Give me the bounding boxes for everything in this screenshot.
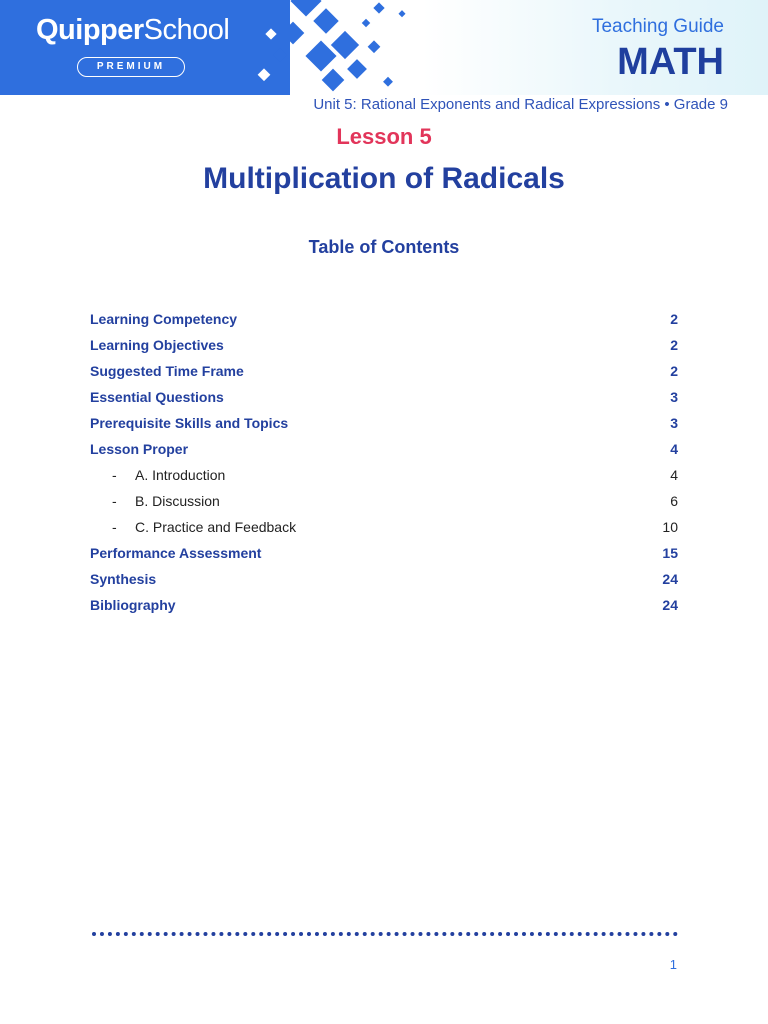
toc-entry-page: 2 <box>670 363 678 379</box>
toc-entry[interactable] <box>90 384 678 410</box>
toc-entry-page: 24 <box>662 571 678 587</box>
subject-title: MATH <box>617 41 724 83</box>
quipper-school-logo <box>36 14 229 47</box>
toc-entry-title: B. Discussion <box>135 493 220 509</box>
toc-entry[interactable] <box>90 436 678 462</box>
toc-bullet: - <box>112 493 117 509</box>
header-title-block <box>592 16 724 84</box>
toc-entry-page: 2 <box>670 311 678 327</box>
toc-bullet: - <box>112 519 117 535</box>
decorative-diamond-pattern <box>255 0 425 95</box>
toc-entry-title: Lesson Proper <box>90 441 189 457</box>
toc-heading: Table of Contents <box>308 237 460 257</box>
table-of-contents <box>90 306 678 618</box>
toc-entry-page: 24 <box>662 597 678 613</box>
toc-entry-title: Synthesis <box>90 571 157 587</box>
toc-entry-title: Bibliography <box>90 597 176 613</box>
page-header <box>0 0 768 95</box>
toc-entry-page: 6 <box>670 493 678 509</box>
teaching-guide-label: Teaching Guide <box>591 16 724 37</box>
toc-entry[interactable] <box>90 540 678 566</box>
toc-entry-title: Prerequisite Skills and Topics <box>90 415 289 431</box>
toc-subentry[interactable] <box>90 488 678 514</box>
brand-panel <box>0 0 290 95</box>
toc-bullet: - <box>112 467 117 483</box>
toc-entry[interactable] <box>90 410 678 436</box>
toc-entry-page: 4 <box>670 467 678 483</box>
toc-entry[interactable] <box>90 592 678 618</box>
toc-entry-page: 3 <box>670 389 678 405</box>
toc-subentry[interactable] <box>90 462 678 488</box>
logo-text-school: School <box>143 14 230 46</box>
unit-subtitle: Unit 5: Rational Exponents and Radical Expressions • Grade 9 <box>313 96 728 113</box>
footer-dotted-divider <box>92 932 678 936</box>
toc-entry-title: A. Introduction <box>135 467 226 483</box>
toc-subentry[interactable] <box>90 514 678 540</box>
page-number: 1 <box>669 957 677 972</box>
toc-entry-title: Essential Questions <box>90 389 224 405</box>
toc-entry[interactable] <box>90 358 678 384</box>
toc-entry-page: 2 <box>670 337 678 353</box>
toc-entry-title: Suggested Time Frame <box>90 363 244 379</box>
toc-entry-title: C. Practice and Feedback <box>135 519 297 535</box>
toc-entry-page: 15 <box>662 545 678 561</box>
toc-entry-title: Learning Competency <box>90 311 238 327</box>
lesson-title: Multiplication of Radicals <box>203 162 565 195</box>
toc-entry-page: 4 <box>670 441 678 457</box>
toc-entry[interactable] <box>90 306 678 332</box>
lesson-number: Lesson 5 <box>336 124 432 149</box>
toc-entry-page: 10 <box>662 519 678 535</box>
toc-entry-page: 3 <box>670 415 678 431</box>
premium-badge: PREMIUM <box>77 57 185 77</box>
logo-text-quipper: Quipper <box>36 14 144 46</box>
toc-entry[interactable] <box>90 566 678 592</box>
toc-entry[interactable] <box>90 332 678 358</box>
toc-entry-title: Learning Objectives <box>90 337 224 353</box>
toc-entry-title: Performance Assessment <box>90 545 262 561</box>
